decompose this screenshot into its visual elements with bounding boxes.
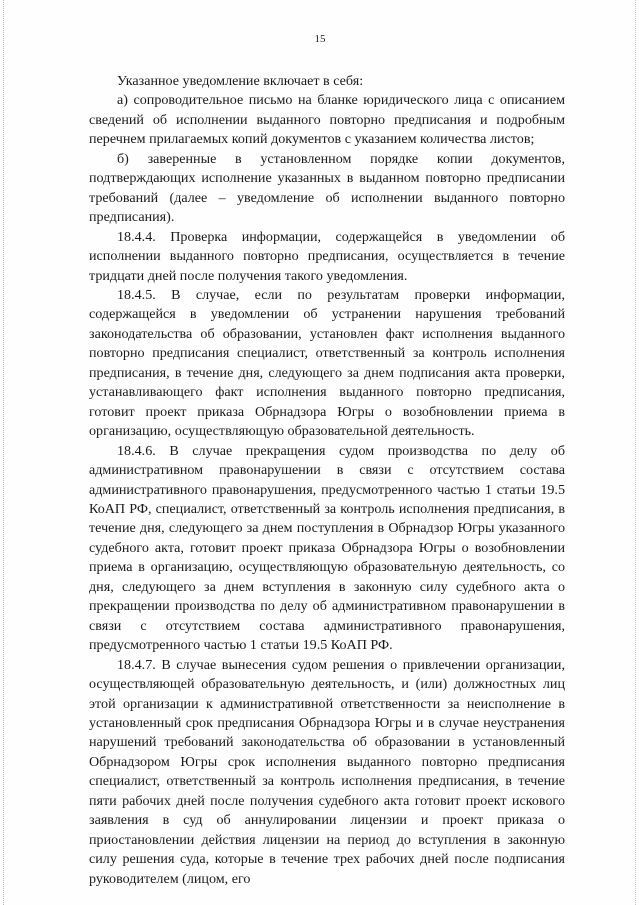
paragraph-18-4-5: 18.4.5. В случае, если по результатам проверки информации, содержащейся в уведомлении об устранении нарушения требований законодательства об образовании, установлен факт исполнения выданного повторно предписания специалист, ответственный за контроль исполнения предписания, в течение дня, следующего за днем подписания акта проверки, устанавливающего факт исполнения выданного повторно предписания, готовит проект приказа Обрнадзора Югры о возобновлении приема в организацию, осуществляющую образовательной деятельность. <box>89 286 565 440</box>
paragraph-18-4-4: 18.4.4. Проверка информации, содержащейся в уведомлении об исполнении выданного повторно предписания, осуществляется в течение тридцати дней после получения такого уведомления. <box>89 228 565 284</box>
document-body <box>89 72 565 889</box>
paragraph-item-a: а) сопроводительное письмо на бланке юридического лица с описанием сведений об исполнении выданного повторно предписания и подробным перечнем прилагаемых копий документов с указанием количества листов; <box>89 92 565 148</box>
scan-edge-right <box>635 0 637 905</box>
paragraph-18-4-7: 18.4.7. В случае вынесения судом решения о привлечении организации, осуществляющей образовательную деятельность, и (или) должностных лиц этой организации к административной ответственности за неисполнение в установленный срок предписания Обрнадзора Югры и в случае неустранения нарушений требований законодательства об образовании в установленный Обрнадзором Югры срок исполнения выданного повторно предписания специалист, ответственный за контроль исполнения предписания, в течение пяти рабочих дней после получения судебного акта готовит проект искового заявления в суд об аннулировании лицензии и проект приказа о приостановлении действия лицензии на период до вступления в законную силу решения суда, которые в течение трех рабочих дней после подписания руководителем (лицом, его <box>89 656 565 887</box>
paragraph-intro: Указанное уведомление включает в себя: <box>117 73 364 89</box>
paragraph-18-4-6: 18.4.6. В случае прекращения судом производства по делу об административном правонарушении в связи с отсутствием состава административного правонарушения, предусмотренного частью 1 статьи 19.5 КоАП РФ, специалист, ответственный за контроль исполнения предписания, в течение дня, следующего за днем поступления в Обрнадзор Югры указанного судебного акта, готовит проект приказа Обрнадзора Югры о возобновлении приема в организацию, осуществляющую образовательную деятельность, со дня, следующего за днем вступления в законную силу судебного акта о прекращении производства по делу об административном правонарушении в связи с отсутствием состава административного правонарушения, предусмотренного частью 1 статьи 19.5 КоАП РФ. <box>89 442 565 654</box>
page-number: 15 <box>314 33 326 45</box>
scan-edge-left <box>3 0 5 905</box>
paragraph-item-b: б) заверенные в установленном порядке копии документов, подтверждающих исполнение указанных в выданном повторно предписании требований (далее – уведомление об исполнении выданного повторно предписания). <box>89 150 565 226</box>
